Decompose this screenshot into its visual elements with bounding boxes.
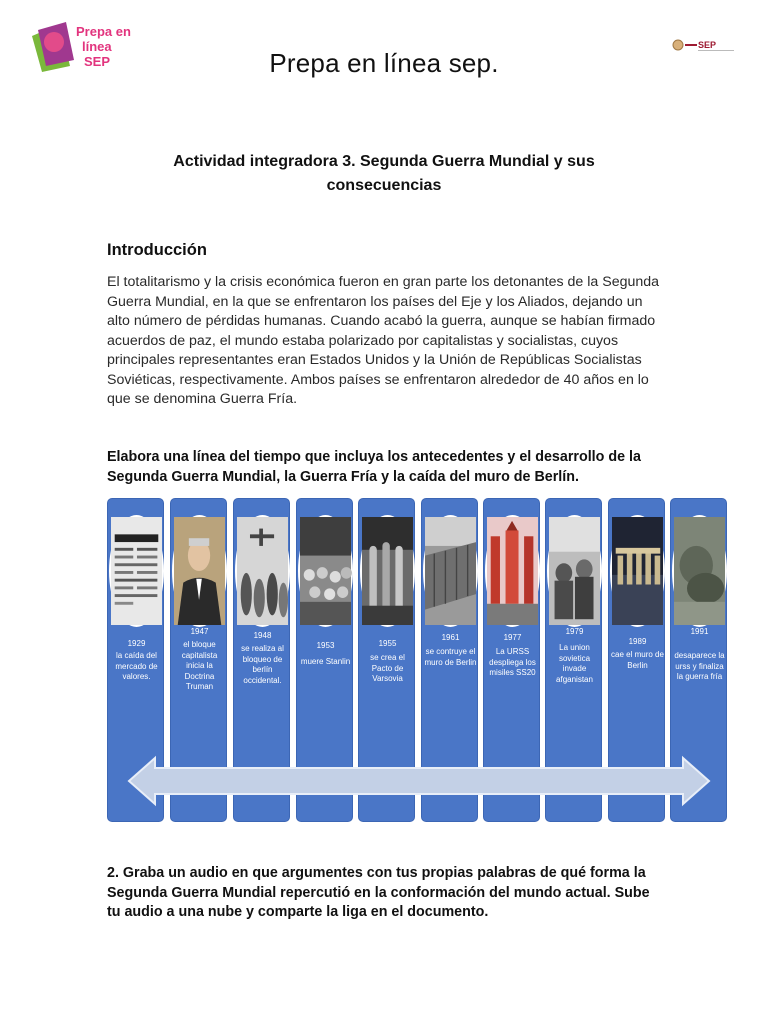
timeline-caption: cae el muro de Berlin [611, 650, 664, 670]
newspaper-photo-icon [109, 515, 164, 627]
introduction-text: El totalitarismo y la crisis económica fueron en gran parte los detonantes de la Segunda Guerra Mundial, en la que se enfrentaron los países del Eje y los Aliados, dejando un alto número de pérdidas humanas. Cuando acabó la guerra, aunque se habían firmado acuerdos de paz, el mundo estaba polarizado por capitalistas y socialistas, cuyos principales representantes eran Estados Unidos y la Unión de Repúblicas Socialistas Soviéticas, respectivamente. Ambos países se enfrentaron alrededor de 40 años en lo que se denomina Guerra Fría. [107, 274, 660, 407]
timeline-caption: se crea el Pacto de Varsovia [370, 653, 405, 683]
timeline-year: 1991 [690, 627, 709, 636]
timeline-year: 1961 [441, 633, 460, 642]
timeline-caption: desaparece la urss y finaliza la guerra fría [674, 651, 725, 681]
timeline-caption: el bloque capitalista inicia la Doctrina Truman [181, 640, 218, 691]
double-arrow-icon [129, 756, 709, 806]
timeline-year: 1947 [190, 627, 209, 636]
instruction-text: Elabora una línea del tiempo que incluya los antecedentes y el desarrollo de la Segunda Guerra Mundial, la Guerra Fría y la caída del muro de Berlín. [107, 449, 641, 485]
logo-text-line-1: Prepa en [76, 24, 131, 39]
soldiers-photo-icon [547, 515, 602, 627]
page-title: Prepa en línea sep. [269, 48, 499, 78]
wall-photo-icon [423, 515, 478, 627]
timeline-caption: La union sovietica invade afganistan [556, 643, 593, 684]
statue-photo-icon [672, 515, 727, 627]
activity-title: Actividad integradora 3. Segunda Guerra Mundial y sus consecuencias [173, 153, 595, 194]
missiles-photo-icon [360, 515, 415, 627]
portrait-photo-icon [172, 515, 227, 627]
introduction-heading: Introducción [107, 241, 207, 259]
timeline-year: 1955 [378, 639, 397, 648]
crowd-photo-icon [298, 515, 353, 627]
logo-text-line-2: línea [82, 39, 112, 54]
red-square-photo-icon [485, 515, 540, 627]
sep-logo-text: SEP [698, 40, 717, 50]
timeline-caption: La URSS despliega los misiles SS20 [489, 647, 536, 677]
timeline-year: 1977 [503, 633, 522, 642]
logo-text-line-3: SEP [84, 54, 111, 69]
timeline-year: 1979 [565, 627, 584, 636]
question-2-text: 2. Graba un audio en que argumentes con tus propias palabras de qué forma la Segunda Guerra Mundial repercutió en la conformación del mundo actual. Sube tu audio a una nube y comparte la liga en el documento. [107, 865, 650, 920]
timeline-year: 1948 [253, 631, 272, 640]
timeline-caption: muere Stanlin [300, 657, 351, 666]
timeline-year: 1929 [127, 639, 146, 648]
timeline-year: 1953 [316, 641, 335, 650]
timeline-caption: la caída del mercado de valores. [115, 651, 158, 681]
airlift-photo-icon [235, 515, 290, 627]
timeline-caption: se realiza al bloqueo de berlín occidental. [241, 644, 284, 685]
timeline-year: 1989 [628, 637, 647, 646]
timeline-caption: se contruye el muro de Berlin [424, 647, 477, 667]
timeline [107, 498, 729, 824]
berlin-wall-photo-icon [610, 515, 665, 627]
